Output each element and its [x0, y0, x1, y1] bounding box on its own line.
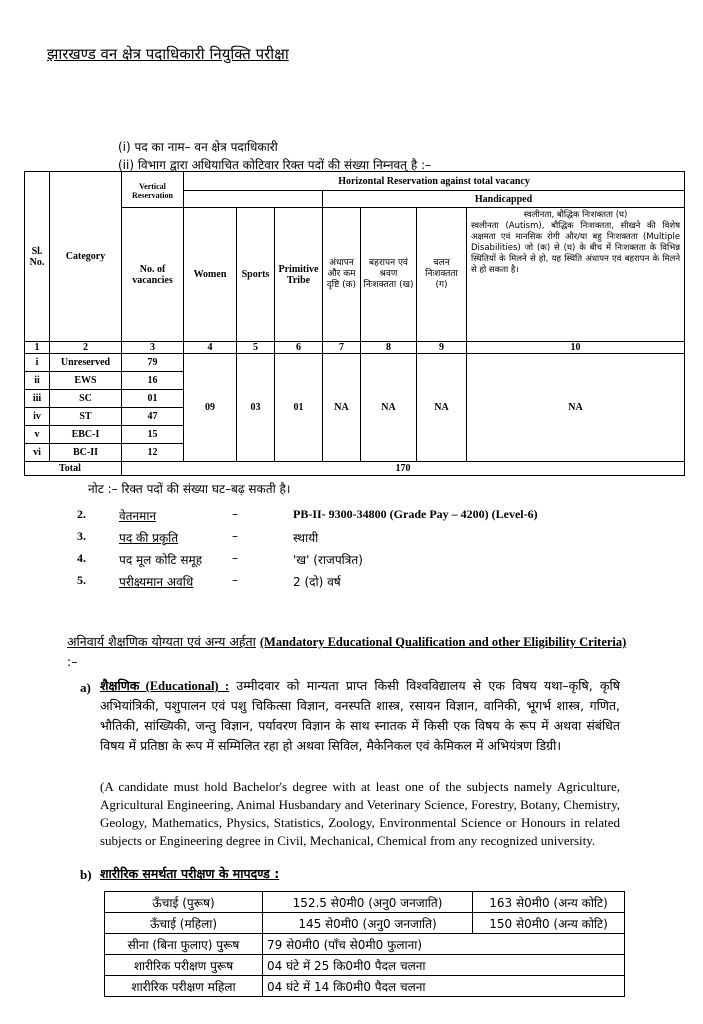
merged-blind: NA: [323, 354, 361, 462]
table-row: [105, 892, 625, 913]
header-sl: Sl. No.: [25, 172, 50, 342]
table-row: [25, 354, 685, 372]
merged-sports: 03: [237, 354, 275, 462]
phys-value: 04 घंटे में 25 कि0मी0 पैदल चलना: [263, 955, 625, 976]
table-row: [105, 913, 625, 934]
item-post-nature: [77, 529, 637, 547]
row-category: EBC-I: [50, 426, 122, 444]
header-women: Women: [184, 208, 237, 342]
row-vacancies: 12: [122, 444, 184, 462]
merged-primitive: 01: [275, 354, 323, 462]
physical-table: [104, 891, 625, 997]
item-label: वेतनमान: [119, 509, 157, 523]
table-row: [105, 955, 625, 976]
col-number: 9: [417, 342, 467, 354]
header-autism: [467, 208, 685, 342]
col-number: 4: [184, 342, 237, 354]
header-deaf: बहरापन एवं श्रवण निःशक्तता (ख): [361, 208, 417, 342]
row-sl: i: [25, 354, 50, 372]
col-number: 8: [361, 342, 417, 354]
row-vacancies: 15: [122, 426, 184, 444]
row-category: SC: [50, 390, 122, 408]
page-title: झारखण्ड वन क्षेत्र पदाधिकारी नियुक्ति परीक्षा: [47, 45, 289, 63]
col-number: 1: [25, 342, 50, 354]
header-sports: Sports: [237, 208, 275, 342]
phys-label: ऊँचाई (पुरूष): [105, 892, 263, 913]
merged-women: 09: [184, 354, 237, 462]
col-number: 6: [275, 342, 323, 354]
phys-value-other: 163 से0मी0 (अन्य कोटि): [473, 892, 625, 913]
educational-label: शैक्षणिक (Educational) :: [100, 679, 230, 693]
item-value: PB-II- 9300-34800 (Grade Pay – 4200) (Level-6): [293, 507, 538, 521]
col-number: 2: [50, 342, 122, 354]
phys-label: शारीरिक परीक्षण महिला: [105, 976, 263, 997]
col-number: 10: [467, 342, 685, 354]
eligibility-heading-suffix: :–: [67, 654, 78, 669]
header-primitive-tribe: Primitive Tribe: [275, 208, 323, 342]
header-horizontal: Horizontal Reservation against total vacancy: [184, 172, 685, 191]
vacancy-table: [24, 171, 685, 476]
item-number: 4.: [77, 551, 86, 565]
item-label: पद की प्रकृति: [119, 531, 179, 545]
vacancy-intro: (ii) विभाग द्वारा अधियाचित कोटिवार रिक्त पदों की संख्या निम्नवत् है :–: [118, 158, 432, 172]
total-row: [25, 462, 685, 476]
col-number: 5: [237, 342, 275, 354]
phys-value-other: 150 से0मी0 (अन्य कोटि): [473, 913, 625, 934]
item-dash: –: [232, 573, 238, 587]
educational-marker: a): [80, 680, 91, 695]
item-value: स्थायी: [293, 531, 319, 545]
col-number: 3: [122, 342, 184, 354]
item-label: परीक्ष्यमान अवधि: [119, 575, 194, 589]
total-label: Total: [25, 462, 122, 476]
row-vacancies: 01: [122, 390, 184, 408]
header-autism-title: स्वलीनता, बौद्धिक निःशक्तता (घ): [523, 210, 628, 220]
merged-autism: NA: [467, 354, 685, 462]
phys-value: 04 घंटे में 14 कि0मी0 पैदल चलना: [263, 976, 625, 997]
item-label: पद मूल कोटि समूह: [119, 553, 203, 567]
item-number: 2.: [77, 507, 86, 521]
row-sl: iii: [25, 390, 50, 408]
header-category: Category: [50, 172, 122, 342]
item-post-group: [77, 551, 637, 569]
header-no-vacancies: No. of vacancies: [122, 208, 184, 342]
item-number: 3.: [77, 529, 86, 543]
item-value: 2 (दो) वर्ष: [293, 575, 341, 589]
table-row: [105, 976, 625, 997]
row-sl: v: [25, 426, 50, 444]
phys-value: 152.5 से0मी0 (अनु0 जनजाति): [263, 892, 473, 913]
item-dash: –: [232, 551, 238, 565]
phys-value: 79 से0मी0 (पाँच से0मी0 फुलाना): [263, 934, 625, 955]
row-category: Unreserved: [50, 354, 122, 372]
header-handicapped: Handicapped: [323, 191, 685, 208]
eligibility-heading: [67, 632, 627, 672]
merged-deaf: NA: [361, 354, 417, 462]
row-sl: iv: [25, 408, 50, 426]
physical-marker: b): [80, 867, 92, 882]
row-category: BC-II: [50, 444, 122, 462]
header-vertical: Vertical Reservation: [122, 172, 184, 208]
row-vacancies: 47: [122, 408, 184, 426]
item-pay-scale: [77, 507, 637, 525]
physical-heading: शारीरिक समर्थता परीक्षण के मापदण्ड :: [100, 866, 280, 881]
educational-hindi-text: उम्मीदवार को मान्यता प्राप्त किसी विश्वविद्यालय से एक विषय यथा–कृषि, कृषि अभियांत्रिकी, पशुपालन एवं पशु चिकित्सा विज्ञान, वनस्पति शास्त्र, रसायन विज्ञान, वानिकी, भूगर्भ शास्त्र, गणित, भौतिकी, सांख्यिकी, जन्तु विज्ञान, पर्यावरण विज्ञान के साथ स्नातक में किसी एक विषय के रूप में अथवा संबंधित विषय में प्रतिष्ठा के रूप में सम्मिलित रहा हो अथवा सिविल, मैकेनिकल एवं केमिकल में अभियंत्रण डिग्री।: [100, 678, 620, 753]
total-value: 170: [122, 462, 685, 476]
row-category: EWS: [50, 372, 122, 390]
post-name: (i) पद का नाम– वन क्षेत्र पदाधिकारी: [118, 140, 278, 154]
col-number: 7: [323, 342, 361, 354]
column-number-row: [25, 342, 685, 354]
educational-hindi: [100, 676, 620, 756]
row-sl: ii: [25, 372, 50, 390]
phys-value: 145 से0मी0 (अनु0 जनजाति): [263, 913, 473, 934]
phys-label: शारीरिक परीक्षण पुरूष: [105, 955, 263, 976]
header-autism-desc: स्वलीनता (Autism), बौद्धिक निःशक्तता, सीखने की विशेष अक्षमता एवं मानसिक रोगी और/या बहु निःशक्तता (Multiple Disabilities) जो (क) से (घ) के बीच में निःशक्तता के विभिन्न स्थितियों के मिलने से हो, यह स्थिति अंधापन एवं बहरापन के मिलने से हो सकता है।: [471, 221, 681, 275]
item-probation: [77, 573, 637, 591]
item-dash: –: [232, 507, 238, 521]
row-sl: vi: [25, 444, 50, 462]
merged-locomotor: NA: [417, 354, 467, 462]
table-row: [105, 934, 625, 955]
item-value: 'ख' (राजपत्रित): [293, 553, 363, 567]
phys-label: सीना (बिना फुलाए) पुरूष: [105, 934, 263, 955]
item-dash: –: [232, 529, 238, 543]
row-vacancies: 16: [122, 372, 184, 390]
eligibility-heading-english: (Mandatory Educational Qualification and other Eligibility Criteria): [259, 635, 627, 649]
phys-label: ऊँचाई (महिला): [105, 913, 263, 934]
eligibility-heading-hindi: अनिवार्य शैक्षणिक योग्यता एवं अन्य अर्हता: [67, 634, 256, 649]
educational-english: (A candidate must hold Bachelor's degree with at least one of the subjects namely Agriculture, Agricultural Engineering, Animal Husbandary and Veterinary Science, Forestry, Botany, Chemistry, Geology, Mathematics, Physics, Statistics, Zoology, Environmental Science or Honours in related subjects or Engineering degree in Civil, Mechanical, Chemical from any recognized university.: [100, 779, 620, 848]
row-vacancies: 79: [122, 354, 184, 372]
vacancy-note: नोट :– रिक्त पदों की संख्या घट–बढ़ सकती है।: [88, 482, 291, 496]
header-blind: अंधापन और कम दृष्टि (क): [323, 208, 361, 342]
header-locomotor: चलन निःशक्तता (ग): [417, 208, 467, 342]
header-blank: [184, 191, 323, 208]
item-number: 5.: [77, 573, 86, 587]
row-category: ST: [50, 408, 122, 426]
